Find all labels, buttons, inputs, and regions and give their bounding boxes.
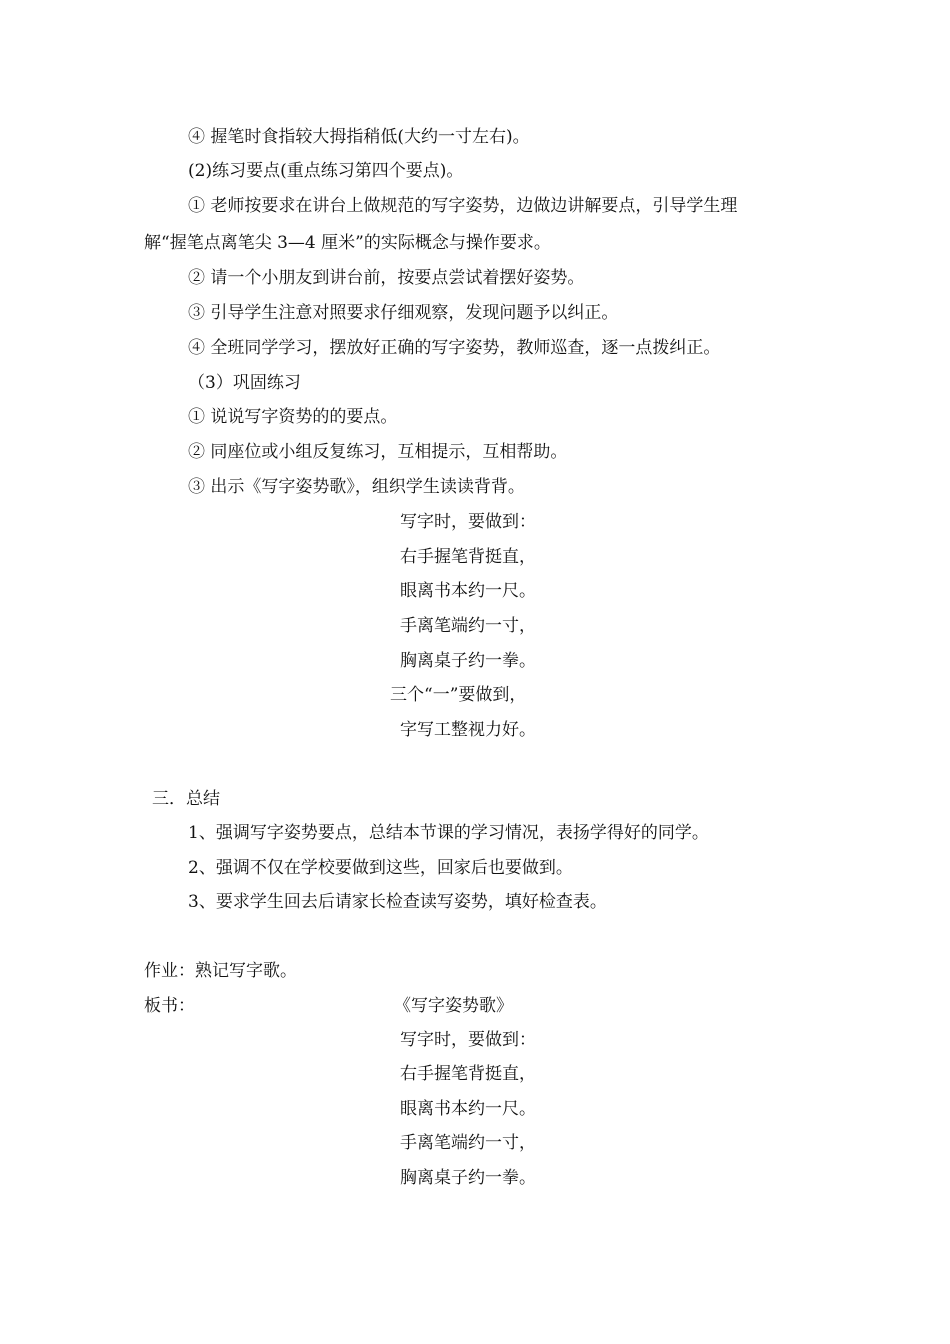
practice-point-4: ④ 握笔时食指较大拇指稍低(大约一寸左右)。 <box>188 127 530 147</box>
song-line-4: 手离笔端约一寸， <box>400 616 536 636</box>
board-line-4: 手离笔端约一寸， <box>400 1133 536 1153</box>
song-line-5: 胸离桌子约一拳。 <box>400 651 536 671</box>
summary-item-1: 1、强调写字姿势要点，总结本节课的学习情况，表扬学得好的同学。 <box>188 823 709 843</box>
practice-step-2: ② 请一个小朋友到讲台前，按要点尝试着摆好姿势。 <box>188 268 585 288</box>
song-line-2: 右手握笔背挺直， <box>400 547 536 567</box>
practice-step-1-line-1: ① 老师按要求在讲台上做规范的写字姿势，边做边讲解要点，引导学生理 <box>188 196 738 216</box>
homework: 作业：熟记写字歌。 <box>144 961 297 981</box>
song-line-7: 字写工整视力好。 <box>400 720 536 740</box>
consolidation-item-3: ③ 出示《写字姿势歌》，组织学生读读背背。 <box>188 477 525 497</box>
board-label: 板书： <box>144 996 195 1016</box>
board-line-5: 胸离桌子约一拳。 <box>400 1168 536 1188</box>
practice-step-4: ④ 全班同学学习，摆放好正确的写字姿势，教师巡查，逐一点拨纠正。 <box>188 338 721 358</box>
practice-step-1-line-2: 解“握笔点离笔尖 3—4 厘米”的实际概念与操作要求。 <box>144 233 551 253</box>
summary-heading: 三．总结 <box>152 789 220 809</box>
key-points-heading: (2)练习要点(重点练习第四个要点)。 <box>188 161 464 181</box>
consolidation-item-2: ② 同座位或小组反复练习，互相提示，互相帮助。 <box>188 442 568 462</box>
consolidation-heading: （3）巩固练习 <box>188 373 301 393</box>
practice-step-3: ③ 引导学生注意对照要求仔细观察，发现问题予以纠正。 <box>188 303 619 323</box>
song-line-3: 眼离书本约一尺。 <box>400 581 536 601</box>
song-line-6: 三个“一”要做到， <box>390 685 527 705</box>
board-line-2: 右手握笔背挺直， <box>400 1064 536 1084</box>
consolidation-item-1: ① 说说写字资势的的要点。 <box>188 407 398 427</box>
board-title: 《写字姿势歌》 <box>394 996 513 1016</box>
song-line-1: 写字时，要做到： <box>400 512 536 532</box>
summary-item-3: 3、要求学生回去后请家长检查读写姿势，填好检查表。 <box>188 892 607 912</box>
summary-item-2: 2、强调不仅在学校要做到这些，回家后也要做到。 <box>188 858 573 878</box>
board-line-1: 写字时，要做到： <box>400 1030 536 1050</box>
board-line-3: 眼离书本约一尺。 <box>400 1099 536 1119</box>
